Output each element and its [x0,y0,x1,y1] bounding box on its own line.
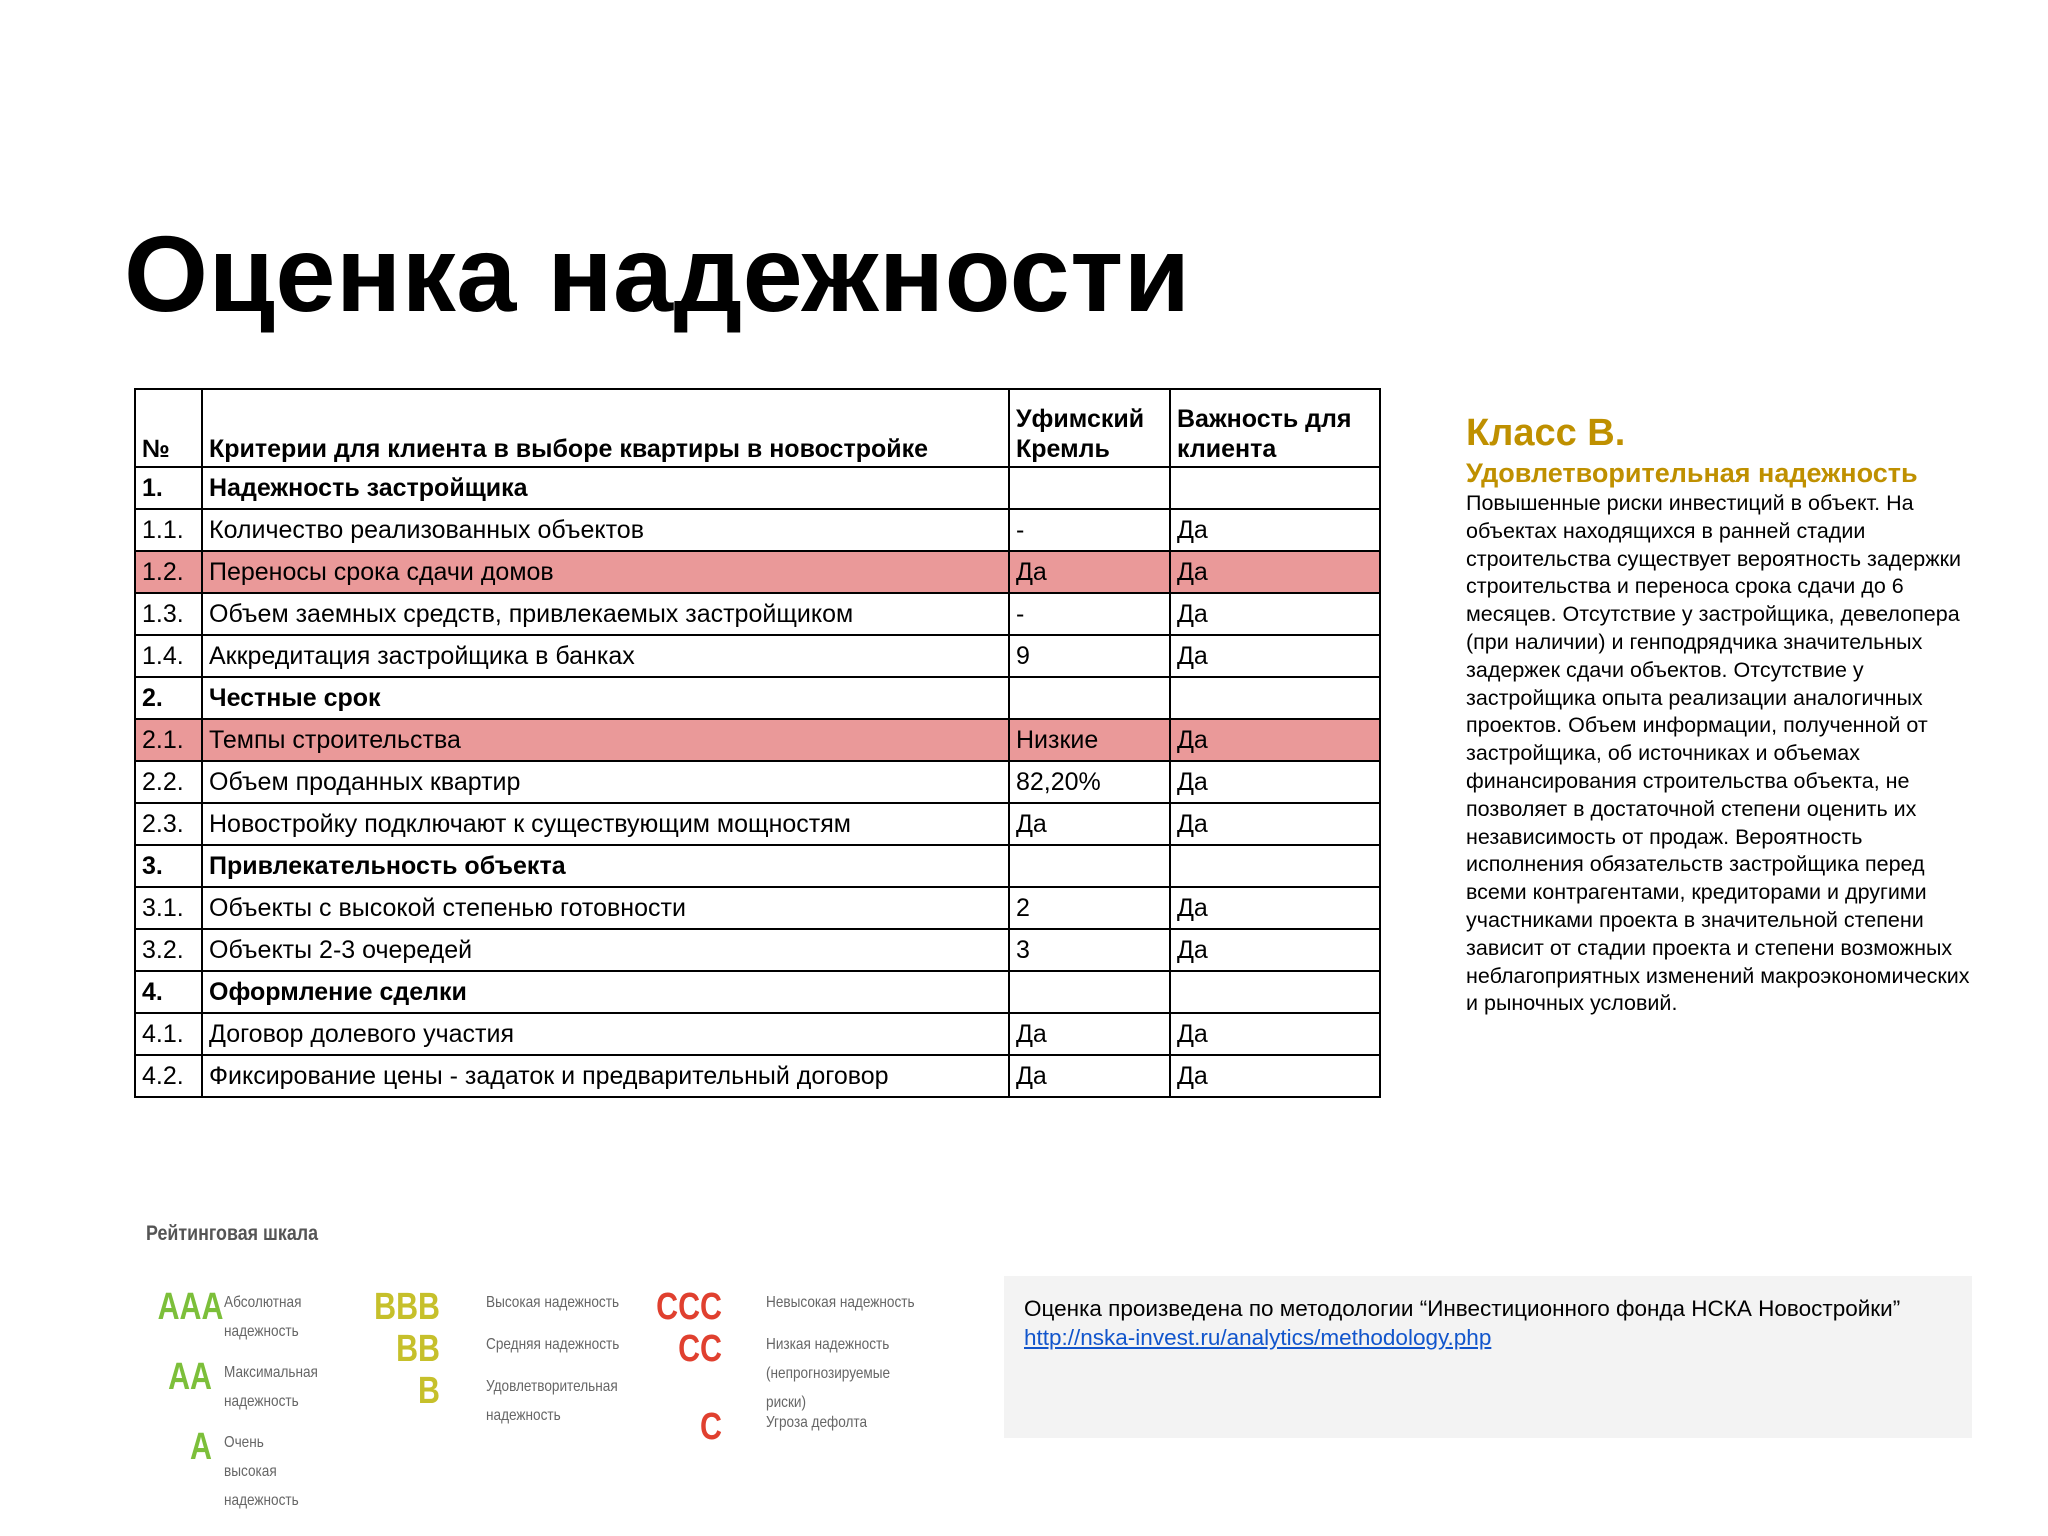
grade-b-desc: Удовлетворительная надежность [486,1378,618,1424]
grade-aaa-desc: Абсолютная надежность [224,1294,302,1340]
row-importance: Да [1170,803,1380,845]
table-row [135,677,1380,719]
table-row [135,845,1380,887]
row-importance: Да [1170,761,1380,803]
row-importance: Да [1170,551,1380,593]
grade-a-desc: Очень высокая надежность [224,1434,299,1509]
row-object [1009,971,1170,1013]
row-importance: Да [1170,887,1380,929]
row-num: 2.2. [135,761,202,803]
row-criteria: Честные срок [202,677,1009,719]
criteria-table [134,388,1381,1098]
grade-bbb: BBB [374,1286,440,1328]
row-criteria: Объекты 2-3 очередей [202,929,1009,971]
row-importance [1170,971,1380,1013]
row-object: 82,20% [1009,761,1170,803]
table-header-row [135,389,1380,467]
row-criteria: Аккредитация застройщика в банках [202,635,1009,677]
row-num: 4. [135,971,202,1013]
grade-aaa: AAA [157,1286,224,1328]
grade-ccc-desc: Невысокая надежность [766,1294,915,1311]
row-criteria: Количество реализованных объектов [202,509,1009,551]
row-object [1009,677,1170,719]
row-num: 4.1. [135,1013,202,1055]
row-criteria: Новостройку подключают к существующим мощностям [202,803,1009,845]
row-num: 2. [135,677,202,719]
row-object: Низкие [1009,719,1170,761]
page-title: Оценка надежности [124,213,1191,334]
row-num: 3. [135,845,202,887]
row-criteria: Темпы строительства [202,719,1009,761]
table-row [135,467,1380,509]
row-criteria: Объем проданных квартир [202,761,1009,803]
row-num: 1.2. [135,551,202,593]
table-row [135,593,1380,635]
table-row [135,509,1380,551]
row-criteria: Объем заемных средств, привлекаемых застройщиком [202,593,1009,635]
row-importance: Да [1170,1013,1380,1055]
row-object: - [1009,509,1170,551]
row-criteria: Оформление сделки [202,971,1009,1013]
methodology-link[interactable]: http://nska-invest.ru/analytics/methodology.php [1024,1325,1492,1350]
row-importance: Да [1170,1055,1380,1097]
row-importance: Да [1170,593,1380,635]
header-object: Уфимский Кремль [1009,389,1170,467]
row-importance [1170,467,1380,509]
row-object: Да [1009,1055,1170,1097]
row-importance [1170,845,1380,887]
table-row [135,761,1380,803]
rating-class-subtitle: Удовлетворительная надежность [1466,458,1918,488]
rating-scale-title: Рейтинговая шкала [146,1222,319,1245]
row-criteria: Фиксирование цены - задаток и предварительный договор [202,1055,1009,1097]
header-importance: Важность для клиента [1170,389,1380,467]
row-num: 3.2. [135,929,202,971]
row-criteria: Надежность застройщика [202,467,1009,509]
grade-a: A [190,1426,212,1468]
rating-scale [140,1210,960,1510]
row-num: 1.4. [135,635,202,677]
row-num: 4.2. [135,1055,202,1097]
row-object: Да [1009,1013,1170,1055]
row-importance: Да [1170,929,1380,971]
row-criteria: Привлекательность объекта [202,845,1009,887]
row-num: 3.1. [135,887,202,929]
row-importance: Да [1170,509,1380,551]
header-num: № [135,389,202,467]
grade-ccc: CCC [656,1286,722,1328]
row-importance: Да [1170,719,1380,761]
table-row [135,971,1380,1013]
row-importance [1170,677,1380,719]
row-num: 2.1. [135,719,202,761]
table-row [135,803,1380,845]
table-row-highlighted [135,719,1380,761]
rating-class-title: Класс B. [1466,412,1626,454]
row-object [1009,467,1170,509]
grade-bbb-desc: Высокая надежность [486,1294,620,1311]
table-row-highlighted [135,551,1380,593]
grade-aa-desc: Максимальная надежность [224,1364,318,1410]
table-row [135,1013,1380,1055]
table-row [135,635,1380,677]
rating-class-description: Повышенные риски инвестиций в объект. На объектах находящихся в ранней стадии строительства существует вероятность задержки строительства и переноса срока сдачи до 6 месяцев. Отсутствие у застройщика, девелопера (при наличии) и генподрядчика значительных задержек сдачи объектов. Отсутствие у застройщика опыта реализации аналогичных проектов. Объем информации, полученной от застройщика, об источниках и объемах финансирования строительства объекта, не позволяет в достаточной степени оценить их независимость от продаж. Вероятность исполнения обязательств застройщика перед всеми контрагентами, кредиторами и другими участниками проекта в значительной степени зависит от стадии проекта и степени возможных неблагоприятных изменений макроэкономических и рыночных условий. [1466,491,1970,1016]
grade-c: C [700,1406,722,1448]
row-num: 1.3. [135,593,202,635]
grade-bb: BB [396,1328,440,1370]
row-object [1009,845,1170,887]
methodology-text: Оценка произведена по методологии “Инвестиционного фонда НСКА Новостройки” [1024,1296,1901,1321]
grade-b: B [418,1370,440,1412]
row-criteria: Договор долевого участия [202,1013,1009,1055]
rating-class-panel [1466,410,1986,1018]
row-num: 1.1. [135,509,202,551]
row-criteria: Переносы срока сдачи домов [202,551,1009,593]
header-criteria: Критерии для клиента в выборе квартиры в новостройке [202,389,1009,467]
table-row [135,887,1380,929]
grade-bb-desc: Средняя надежность [486,1336,620,1353]
grade-c-desc: Угроза дефолта [766,1414,868,1431]
grade-cc-desc: Низкая надежность (непрогнозируемые риски) [766,1336,891,1411]
table-row [135,929,1380,971]
row-object: 9 [1009,635,1170,677]
methodology-note [1004,1276,1972,1438]
grade-aa: AA [168,1356,212,1398]
row-object: 3 [1009,929,1170,971]
grade-cc: CC [678,1328,722,1370]
row-object: - [1009,593,1170,635]
row-criteria: Объекты с высокой степенью готовности [202,887,1009,929]
row-num: 2.3. [135,803,202,845]
row-object: Да [1009,803,1170,845]
table-row [135,1055,1380,1097]
row-importance: Да [1170,635,1380,677]
row-num: 1. [135,467,202,509]
row-object: 2 [1009,887,1170,929]
row-object: Да [1009,551,1170,593]
